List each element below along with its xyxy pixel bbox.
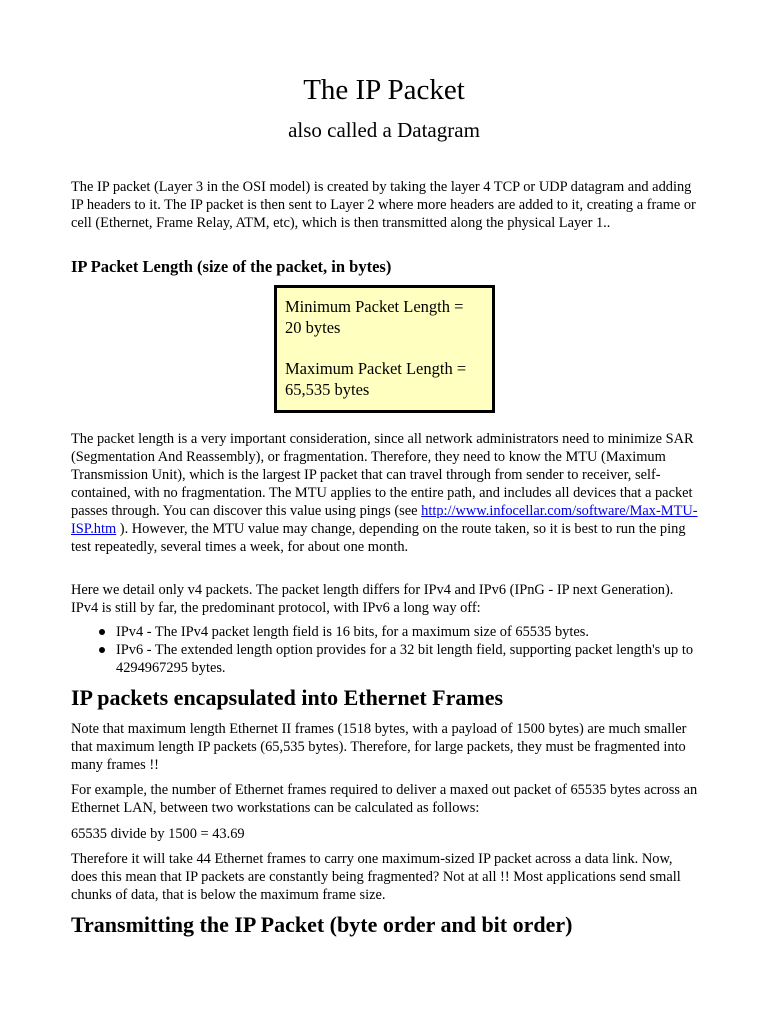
transmit-heading: Transmitting the IP Packet (byte order and bit order) — [71, 912, 573, 937]
ip-version-list — [71, 623, 701, 677]
ethernet-paragraph-1: Note that maximum length Ethernet II frames (1518 bytes, with a payload of 1500 bytes) are much smaller that maximum length IP packets (65,535 bytes). Therefore, for large packets, they must be fragmented into many frames !! — [71, 721, 687, 773]
page-subtitle: also called a Datagram — [288, 118, 480, 142]
min-length-label: Minimum Packet Length = — [285, 297, 464, 316]
mtu-text-before-link: The packet length is a very important consideration, since all network administrators need to minimize SAR (Segmentation And Reassembly), or fragmentation. Therefore, they need to know the MTU (Maximum Transmission Unit), which is the largest IP packet that can travel through from sender to receiver, self-contained, with no fragmentation. The MTU applies to the entire path, and includes all devices that a packet passes through. You can discover this value using pings (see — [71, 431, 694, 519]
calculation-line: 65535 divide by 1500 = 43.69 — [71, 826, 245, 842]
mtu-paragraph — [71, 430, 701, 556]
ethernet-heading: IP packets encapsulated into Ethernet Frames — [71, 685, 504, 710]
list-item — [71, 641, 701, 677]
max-length-value: 65,535 bytes — [285, 380, 370, 399]
ethernet-paragraph-2: For example, the number of Ethernet frames required to deliver a maxed out packet of 65535 bytes across an Ethernet LAN, between two workstations can be calculated as follows: — [71, 782, 698, 816]
intro-paragraph: The IP packet (Layer 3 in the OSI model) is created by taking the layer 4 TCP or UDP datagram and adding IP headers to it. The IP packet is then sent to Layer 2 where more headers are added to it, creating a frame or cell (Ethernet, Frame Relay, ATM, etc), which is then transmitted along the physical Layer 1.. — [71, 179, 696, 231]
ethernet-paragraph-3: Therefore it will take 44 Ethernet frames to carry one maximum-sized IP packet across a data link. Now, does this mean that IP packets are constantly being fragmented? Not at all !! Most applications send small chunks of data, that is below the maximum frame size. — [71, 851, 681, 903]
max-length-label: Maximum Packet Length = — [285, 359, 467, 378]
list-item-text: IPv4 - The IPv4 packet length field is 16 bits, for a maximum size of 65535 bytes. — [116, 624, 589, 640]
mtu-link[interactable]: http://www.infocellar.com/software/Max-MTU-ISP.htm — [71, 503, 698, 537]
mtu-text-after-link: ). However, the MTU value may change, depending on the route taken, so it is best to run the ping test repeatedly, several times a week, for about one month. — [71, 521, 686, 555]
bullet-icon — [99, 647, 105, 653]
packet-length-box — [274, 285, 495, 413]
length-heading: IP Packet Length (size of the packet, in bytes) — [71, 257, 392, 276]
min-length-value: 20 bytes — [285, 318, 341, 337]
page-title: The IP Packet — [303, 74, 465, 106]
list-item-text: IPv6 - The extended length option provides for a 32 bit length field, supporting packet length's up to 4294967295 bytes. — [116, 642, 694, 676]
list-item — [71, 623, 701, 641]
bullet-icon — [99, 629, 105, 635]
v4-paragraph: Here we detail only v4 packets. The packet length differs for IPv4 and IPv6 (IPnG - IP next Generation). IPv4 is still by far, the predominant protocol, with IPv6 a long way off: — [71, 582, 674, 616]
